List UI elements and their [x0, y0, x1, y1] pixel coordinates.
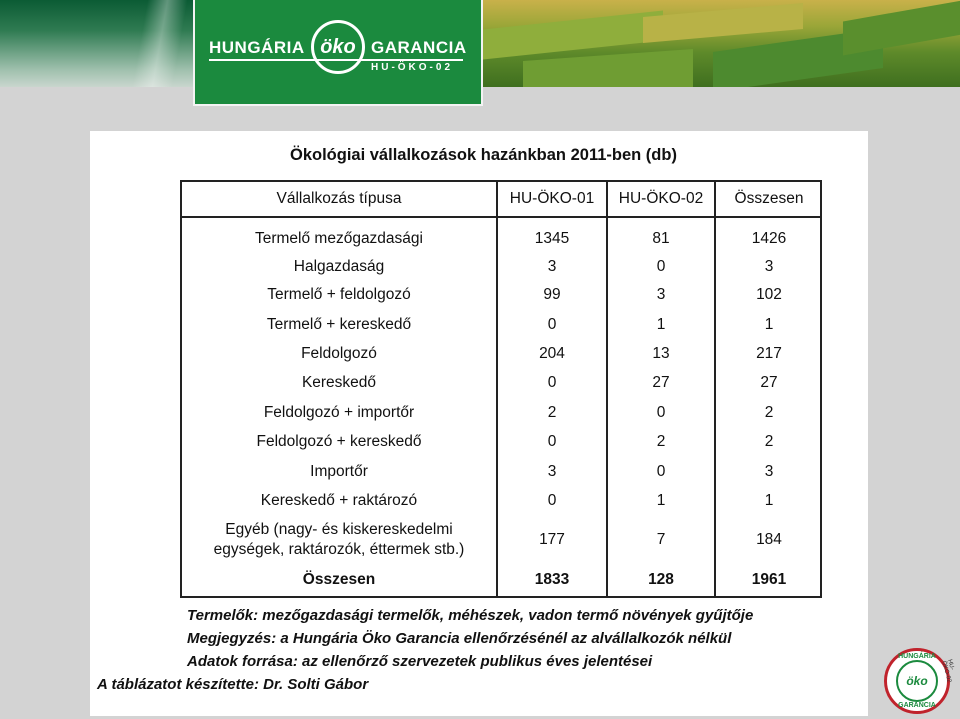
row-total: 3 — [764, 258, 774, 275]
row-total: 1 — [764, 316, 774, 333]
row-total: 184 — [756, 531, 782, 548]
logo-oko-circle-icon: öko — [311, 20, 365, 74]
row-hu02: 3 — [656, 286, 666, 303]
row-hu01: 0 — [547, 433, 557, 450]
total-row-label: Összesen — [302, 571, 376, 588]
row-hu02: 0 — [656, 404, 666, 421]
row-hu02: 81 — [652, 230, 670, 247]
logo-word-garancia: GARANCIA — [371, 38, 467, 57]
brand-logo — [193, 0, 483, 106]
seal-bottom-text: GARANCIA — [898, 702, 936, 709]
row-type: Termelő mezőgazdasági — [254, 230, 423, 247]
row-hu01: 3 — [547, 463, 557, 480]
row-hu01: 0 — [547, 374, 557, 391]
row-total: 2 — [764, 404, 774, 421]
row-hu02: 7 — [656, 531, 666, 548]
row-type: Termelő + feldolgozó — [267, 286, 411, 303]
logo-word-hungaria: HUNGÁRIA — [209, 38, 305, 57]
logo-code: HU-ÖKO-02 — [371, 62, 454, 73]
row-hu01: 2 — [547, 404, 557, 421]
row-type: Feldolgozó + kereskedő — [256, 433, 422, 450]
logo-underline — [209, 59, 463, 61]
row-hu01: 1345 — [534, 230, 570, 247]
field-patch — [523, 49, 693, 87]
row-total: 1 — [764, 492, 774, 509]
row-total: 2 — [764, 433, 774, 450]
column-header-hu02: HU-ÖKO-02 — [618, 190, 704, 207]
row-total: 217 — [756, 345, 782, 362]
row-total: 27 — [760, 374, 778, 391]
column-header-total: Összesen — [734, 190, 804, 207]
row-type: Feldolgozó — [301, 345, 377, 362]
row-total: 1426 — [751, 230, 787, 247]
column-header-hu01: HU-ÖKO-01 — [509, 190, 595, 207]
column-header-type: Vállalkozás típusa — [276, 190, 402, 207]
row-type: Halgazdaság — [293, 258, 385, 275]
total-row-hu01: 1833 — [534, 571, 570, 588]
header-field-photo — [483, 0, 960, 87]
row-hu01: 204 — [539, 345, 565, 362]
table-title: Ökológiai vállalkozások hazánkban 2011-ben (db) — [290, 146, 677, 164]
row-hu02: 1 — [656, 492, 666, 509]
note-producers: Termelők: mezőgazdasági termelők, méhészek, vadon termő növények gyűjtője — [187, 607, 754, 624]
row-hu02: 0 — [656, 463, 666, 480]
seal-side-code: HU-ÖKO-02 — [940, 658, 955, 684]
seal-oko-icon: öko — [896, 660, 938, 702]
row-type: Feldolgozó + importőr — [263, 404, 415, 421]
row-hu02: 2 — [656, 433, 666, 450]
row-hu01: 3 — [547, 258, 557, 275]
certification-seal-icon — [884, 648, 950, 714]
row-hu02: 0 — [656, 258, 666, 275]
total-row-total: 1961 — [751, 571, 787, 588]
row-hu01: 99 — [543, 286, 561, 303]
row-type: Kereskedő + raktározó — [260, 492, 418, 509]
field-patch — [643, 3, 803, 43]
row-total: 3 — [764, 463, 774, 480]
row-hu01: 0 — [547, 316, 557, 333]
row-total: 102 — [756, 286, 782, 303]
note-author: A táblázatot készítette: Dr. Solti Gábor — [97, 676, 369, 693]
note-remark: Megjegyzés: a Hungária Öko Garancia ellenőrzésénél az alvállalkozók nélkül — [187, 630, 732, 647]
row-type: Importőr — [310, 463, 368, 480]
row-type: Kereskedő — [301, 374, 377, 391]
field-patch — [843, 0, 960, 55]
row-hu01: 177 — [539, 531, 565, 548]
row-hu02: 13 — [652, 345, 670, 362]
row-type: Termelő + kereskedő — [266, 316, 412, 333]
row-type: Egyéb (nagy- és kiskereskedelmi egységek, raktározók, éttermek stb.) — [213, 521, 465, 558]
seal-top-text: HUNGÁRIA — [898, 653, 936, 660]
total-row-hu02: 128 — [648, 571, 674, 588]
row-hu01: 0 — [547, 492, 557, 509]
row-hu02: 1 — [656, 316, 666, 333]
note-source: Adatok forrása: az ellenőrző szervezetek publikus éves jelentései — [187, 653, 653, 670]
row-hu02: 27 — [652, 374, 670, 391]
header-divider — [182, 216, 820, 218]
data-table — [180, 180, 822, 598]
